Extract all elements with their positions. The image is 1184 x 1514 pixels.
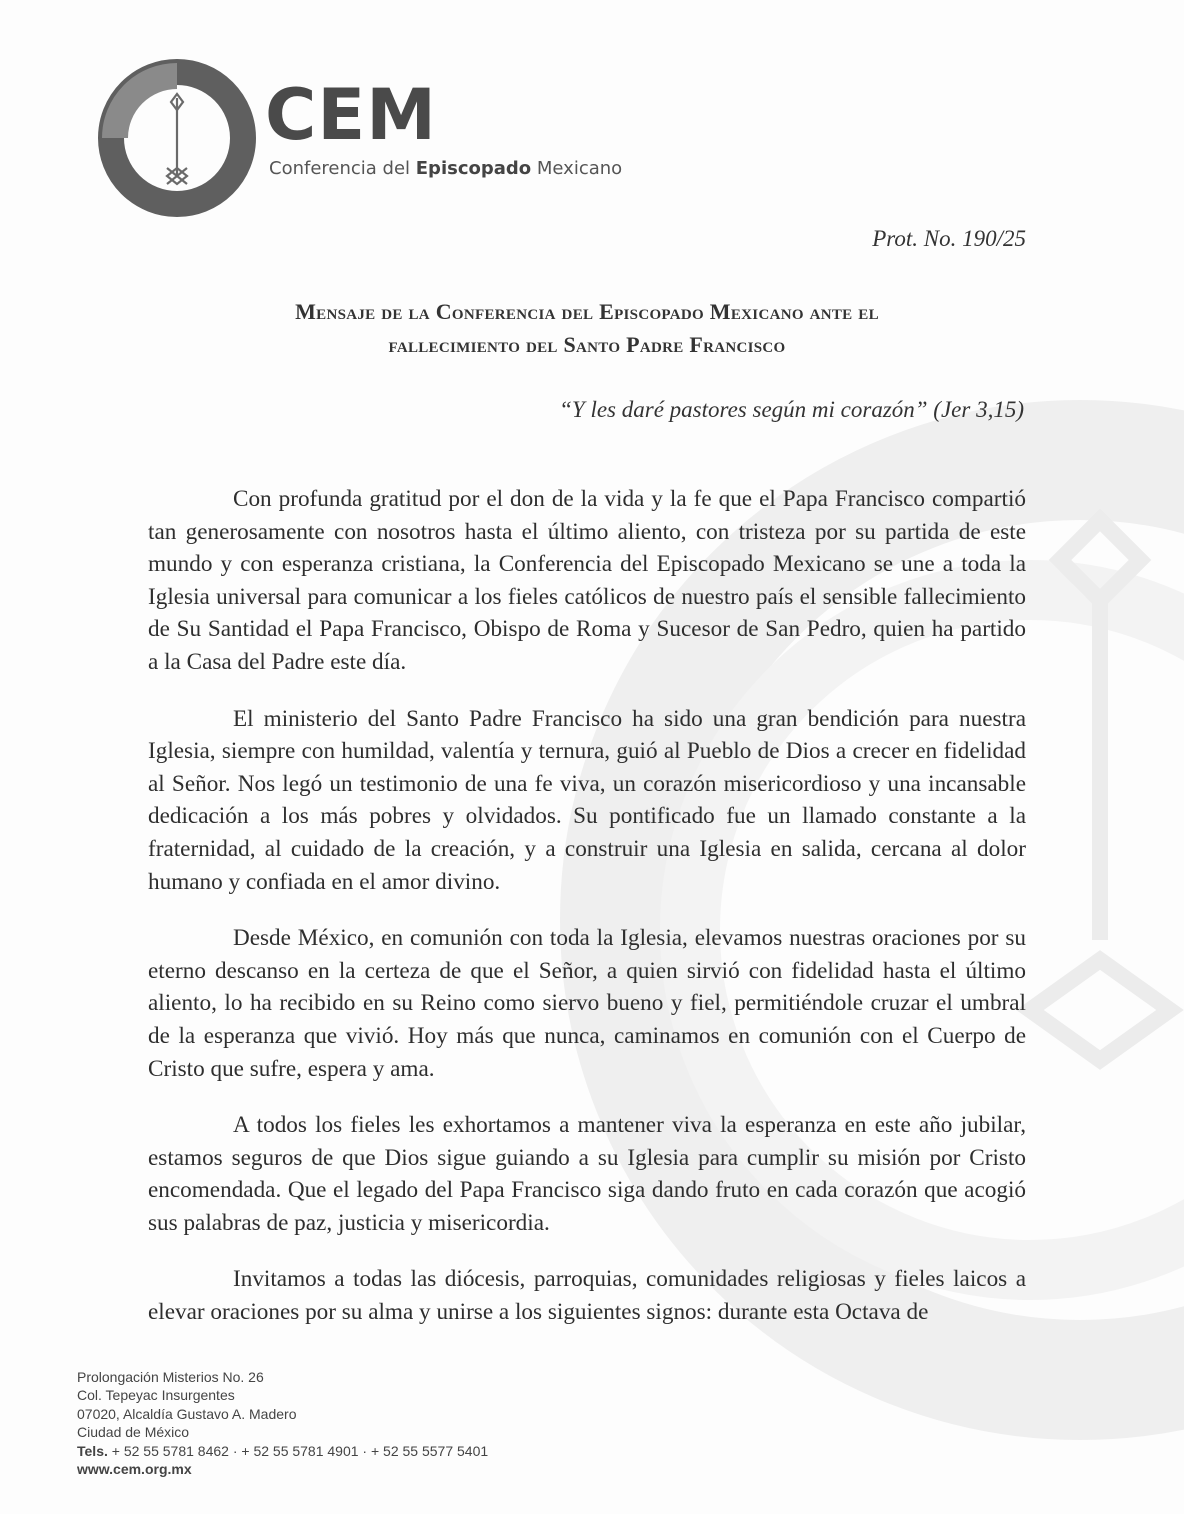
document-title	[150, 295, 1024, 361]
footer-contact	[77, 1368, 488, 1478]
paragraph: Invitamos a todas las diócesis, parroquias, comunidades religiosas y fieles laicos a elevar oraciones por su alma y unirse a los siguientes signos: durante esta Octava de	[148, 1266, 1026, 1326]
paragraph: A todos los fieles les exhortamos a mantener viva la esperanza en este año jubilar, estamos seguros de que Dios sigue guiando a su Iglesia para cumplir su misión por Cristo encomendada. Que el legado del Papa Francisco siga dando fruto en cada corazón que acogió sus palabras de paz, justicia y misericordia.	[148, 1112, 1026, 1236]
paragraph: Desde México, en comunión con toda la Iglesia, elevamos nuestras oraciones por su eterno descanso en la certeza de que el Señor, a quien sirvió con fidelidad hasta el último aliento, lo ha recibido en su Reino como siervo bueno y fiel, permitiéndole cruzar el umbral de la esperanza que vivió. Hoy más que nunca, caminamos en comunión con el Cuerpo de Cristo que sufre, espera y ama.	[148, 925, 1026, 1082]
footer-address-line: 07020, Alcaldía Gustavo A. Madero	[77, 1405, 297, 1422]
cem-logo	[97, 58, 657, 218]
footer-phones: Tels. + 52 55 5781 8462 · + 52 55 5781 4901 · + 52 55 5577 5401	[77, 1442, 489, 1459]
paragraph: El ministerio del Santo Padre Francisco ha sido una gran bendición para nuestra Iglesia, siempre con humildad, valentía y ternura, guió al Pueblo de Dios a crecer en fidelidad al Señor. Nos legó un testimonio de una fe viva, un corazón misericordioso y una incansable dedicación a los más pobres y olvidados. Su pontificado fue un llamado constante a la fraternidad, al cuidado de la creación, y a construir una Iglesia en salida, cercana al dolor humano y confiada en el amor divino.	[148, 705, 1026, 895]
footer-address-line: Col. Tepeyac Insurgentes	[77, 1387, 235, 1404]
document-body	[148, 483, 1026, 1353]
logo-acronym: CEM	[265, 74, 437, 156]
logo-full-name: Conferencia del Episcopado Mexicano	[269, 158, 623, 179]
epigraph-quote: “Y les daré pastores según mi corazón” (Jer 3,15)	[559, 397, 1024, 422]
footer-address-line: Ciudad de México	[77, 1424, 190, 1441]
protocol-number: Prot. No. 190/25	[872, 226, 1026, 251]
title-line-2: fallecimiento del Santo Padre Francisco	[388, 332, 786, 357]
footer-website-link[interactable]: www.cem.org.mx	[77, 1461, 192, 1478]
paragraph: Con profunda gratitud por el don de la vida y la fe que el Papa Francisco compartió tan generosamente con nosotros hasta el último aliento, con tristeza por su partida de este mundo y con esperanza cristiana, la Conferencia del Episcopado Mexicano se une a toda la Iglesia universal para comunicar a los fieles católicos de nuestro país el sensible fallecimiento de Su Santidad el Papa Francisco, Obispo de Roma y Sucesor de San Pedro, quien ha partido a la Casa del Padre este día.	[148, 486, 1026, 675]
cem-emblem-icon	[97, 58, 257, 218]
footer-address-line: Prolongación Misterios No. 26	[77, 1369, 264, 1385]
title-line-1: Mensaje de la Conferencia del Episcopado Mexicano ante el	[295, 299, 879, 324]
